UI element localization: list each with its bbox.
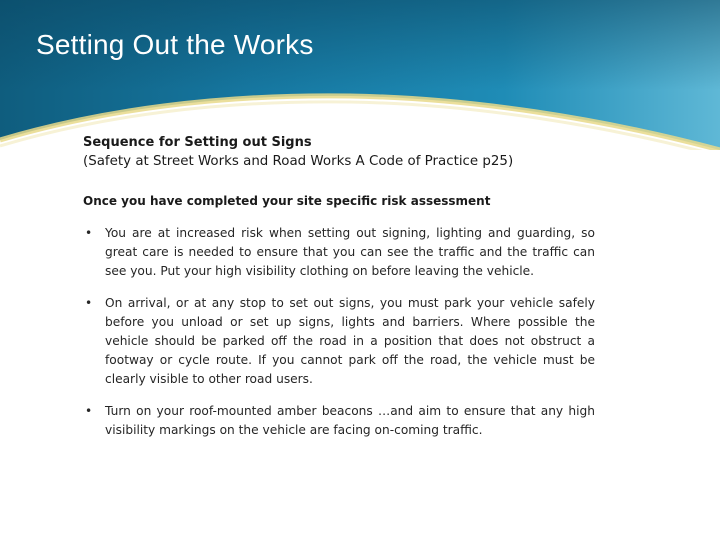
bullet-icon: • <box>85 404 93 418</box>
header-background <box>0 0 720 150</box>
bullet-text: You are at increased risk when setting out signing, lighting and guarding, so great care is needed to ensure that you can see the traffic and the traffic can see you. Put your high visibility clothing on before leaving the vehicle. <box>105 226 595 278</box>
header-banner <box>0 0 720 150</box>
list-item <box>83 224 595 281</box>
slide-body <box>83 133 595 453</box>
section-heading: Sequence for Setting out Signs <box>83 135 312 150</box>
intro-text: Once you have completed your site specific risk assessment <box>83 194 491 208</box>
section-subheading: (Safety at Street Works and Road Works A Code of Practice p25) <box>83 154 514 169</box>
bullet-text: On arrival, or at any stop to set out signs, you must park your vehicle safely before you unload or set up signs, lights and barriers. Where possible the vehicle should be parked off the road in a position that does not obstruct a footway or cycle route. If you cannot park off the road, the vehicle must be clearly visible to other road users. <box>105 296 595 386</box>
slide-title: Setting Out the Works <box>36 29 314 60</box>
list-item <box>83 294 595 389</box>
bullet-icon: • <box>85 296 93 310</box>
bullet-icon: • <box>85 226 93 240</box>
list-item <box>83 402 595 440</box>
bullet-text: Turn on your roof-mounted amber beacons …and aim to ensure that any high visibility markings on the vehicle are facing on-coming traffic. <box>105 404 595 437</box>
bullet-list <box>83 224 595 440</box>
